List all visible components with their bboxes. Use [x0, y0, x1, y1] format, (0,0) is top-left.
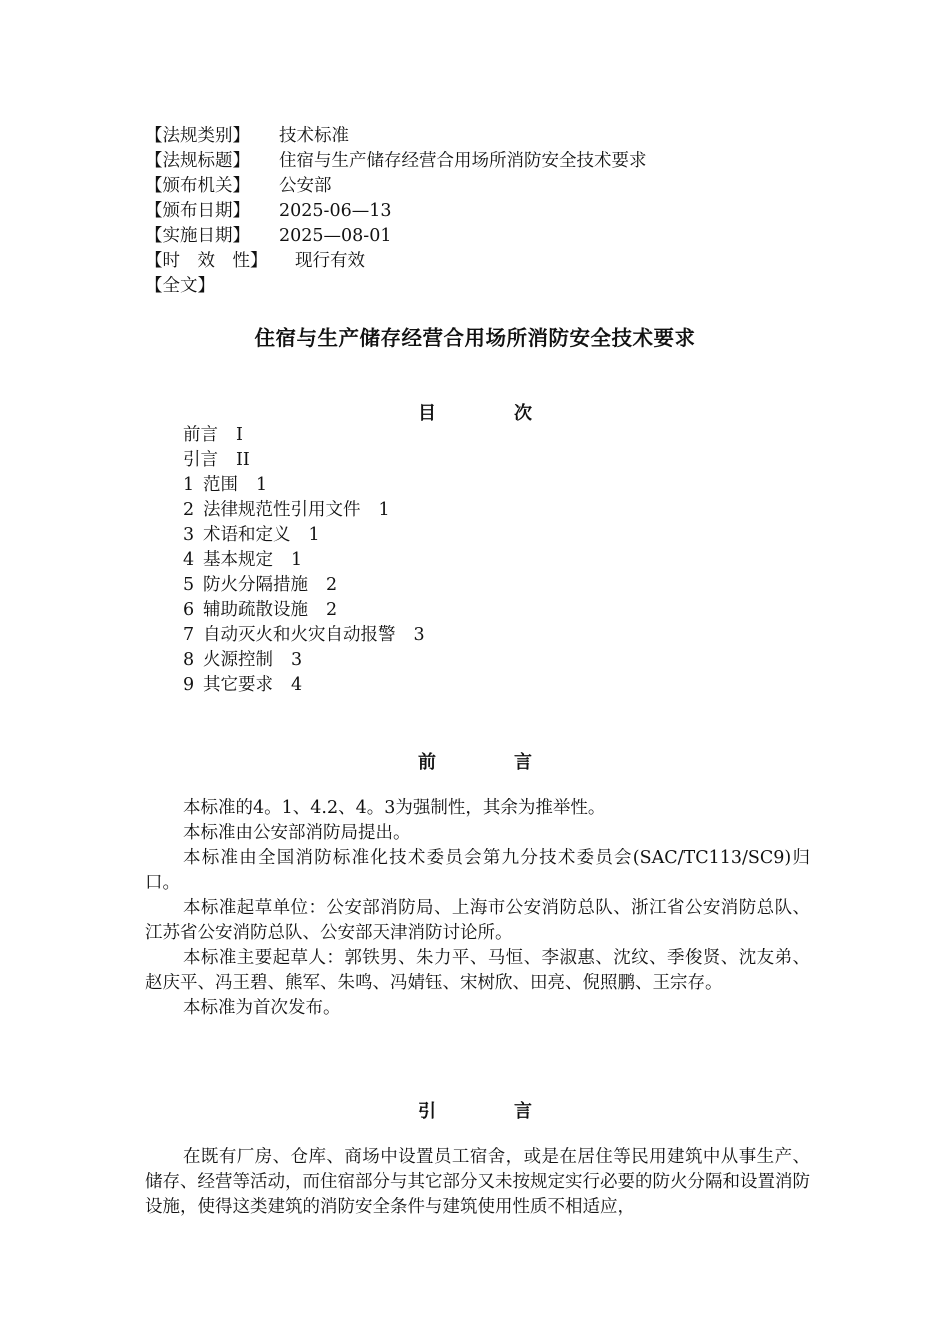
toc-item-number: 9	[183, 675, 195, 695]
toc-item-label: 辅助疏散设施	[203, 600, 308, 620]
fulltext-label: 【全文】	[145, 276, 215, 296]
meta-row-issue-date	[145, 199, 647, 224]
meta-row-category	[145, 124, 647, 149]
toc-item-number: 6	[183, 600, 195, 620]
toc-item-label: 术语和定义	[203, 525, 291, 545]
metadata-block	[145, 124, 647, 299]
meta-key: 【时 效 性】	[145, 251, 268, 271]
foreword-body	[145, 796, 810, 1021]
toc-item-page: 4	[291, 675, 303, 695]
meta-value: 技术标准	[279, 126, 349, 146]
foreword-paragraph: 本标准由公安部消防局提出。	[183, 823, 411, 843]
intro-heading	[0, 1097, 950, 1123]
toc-item-label: 前言	[183, 425, 218, 445]
toc-item-page: 1	[308, 525, 320, 545]
toc-item-number: 7	[183, 625, 195, 645]
foreword-paragraph: 本标准起草单位：公安部消防局、上海市公安消防总队、浙江省公安消防总队、江苏省公安消防总队、公安部天津消防讨论所。	[145, 898, 810, 943]
toc-item-page: 3	[291, 650, 303, 670]
meta-key: 【实施日期】	[145, 226, 250, 246]
foreword-paragraph: 本标准的4。1、4.2、4。3为强制性，其余为推举性。	[183, 798, 606, 818]
toc-item-number: 3	[183, 525, 195, 545]
meta-row-effective-date	[145, 224, 647, 249]
toc-item-page: 1	[256, 475, 268, 495]
foreword-paragraph: 本标准由全国消防标准化技术委员会第九分技术委员会(SAC/TC113/SC9)归口。	[145, 848, 810, 893]
toc-item[interactable]	[183, 473, 425, 498]
foreword-heading-right: 言	[514, 752, 532, 773]
toc-item-label: 其它要求	[203, 675, 273, 695]
toc-item[interactable]	[183, 548, 425, 573]
toc-item-page: 1	[291, 550, 303, 570]
toc-item[interactable]	[183, 573, 425, 598]
toc-item[interactable]	[183, 648, 425, 673]
toc-item-label: 范围	[203, 475, 238, 495]
document-title: 住宿与生产储存经营合用场所消防安全技术要求	[254, 326, 696, 350]
toc-item-label: 基本规定	[203, 550, 273, 570]
intro-heading-right: 言	[514, 1101, 532, 1122]
toc-item-page: 2	[326, 575, 338, 595]
toc-item-label: 火源控制	[203, 650, 273, 670]
meta-key: 【法规类别】	[145, 126, 250, 146]
toc-item[interactable]	[183, 423, 425, 448]
toc-item[interactable]	[183, 523, 425, 548]
meta-value: 2025-06—13	[279, 201, 392, 221]
meta-key: 【颁布日期】	[145, 201, 250, 221]
intro-body	[145, 1145, 810, 1220]
toc-item[interactable]	[183, 498, 425, 523]
toc-item[interactable]	[183, 598, 425, 623]
meta-value: 住宿与生产储存经营合用场所消防安全技术要求	[279, 151, 647, 171]
foreword-paragraph: 本标准主要起草人：郭铁男、朱力平、马恒、李淑惠、沈纹、季俊贤、沈友弟、赵庆平、冯王碧、熊军、朱鸣、冯婧钰、宋树欣、田亮、倪照鹏、王宗存。	[145, 948, 810, 993]
intro-heading-left: 引	[418, 1101, 436, 1122]
toc-item-number: 1	[183, 475, 195, 495]
toc-item-page: 1	[378, 500, 390, 520]
toc-item-page: 3	[413, 625, 425, 645]
toc-item-number: 4	[183, 550, 195, 570]
toc-item-label: 法律规范性引用文件	[203, 500, 361, 520]
meta-key: 【法规标题】	[145, 151, 250, 171]
meta-value: 公安部	[279, 176, 332, 196]
foreword-heading	[0, 748, 950, 774]
toc-item-number: 8	[183, 650, 195, 670]
toc-item-number: 5	[183, 575, 195, 595]
toc-item[interactable]	[183, 673, 425, 698]
meta-row-validity	[145, 249, 647, 274]
toc-item-label: 防火分隔措施	[203, 575, 308, 595]
toc-item[interactable]	[183, 623, 425, 648]
meta-key: 【颁布机关】	[145, 176, 250, 196]
toc-item-label: 自动灭火和火灾自动报警	[203, 625, 396, 645]
meta-row-title	[145, 149, 647, 174]
table-of-contents	[183, 423, 425, 698]
toc-item-page: I	[236, 425, 243, 445]
intro-paragraph: 在既有厂房、仓库、商场中设置员工宿舍，或是在居住等民用建筑中从事生产、储存、经营等活动，而住宿部分与其它部分又未按规定实行必要的防火分隔和设置消防设施，使得这类建筑的消防安全条件与建筑使用性质不相适应，	[145, 1147, 810, 1217]
toc-heading	[0, 399, 950, 425]
meta-value: 2025—08-01	[279, 226, 392, 246]
toc-item-label: 引言	[183, 450, 218, 470]
toc-heading-left: 目	[418, 403, 436, 424]
foreword-heading-left: 前	[418, 752, 436, 773]
toc-item-page: 2	[326, 600, 338, 620]
foreword-paragraph: 本标准为首次发布。	[183, 998, 341, 1018]
meta-row-issuer	[145, 174, 647, 199]
meta-value: 现行有效	[295, 251, 365, 271]
toc-item-number: 2	[183, 500, 195, 520]
toc-item[interactable]	[183, 448, 425, 473]
toc-heading-right: 次	[514, 403, 532, 424]
toc-item-page: II	[236, 450, 250, 470]
